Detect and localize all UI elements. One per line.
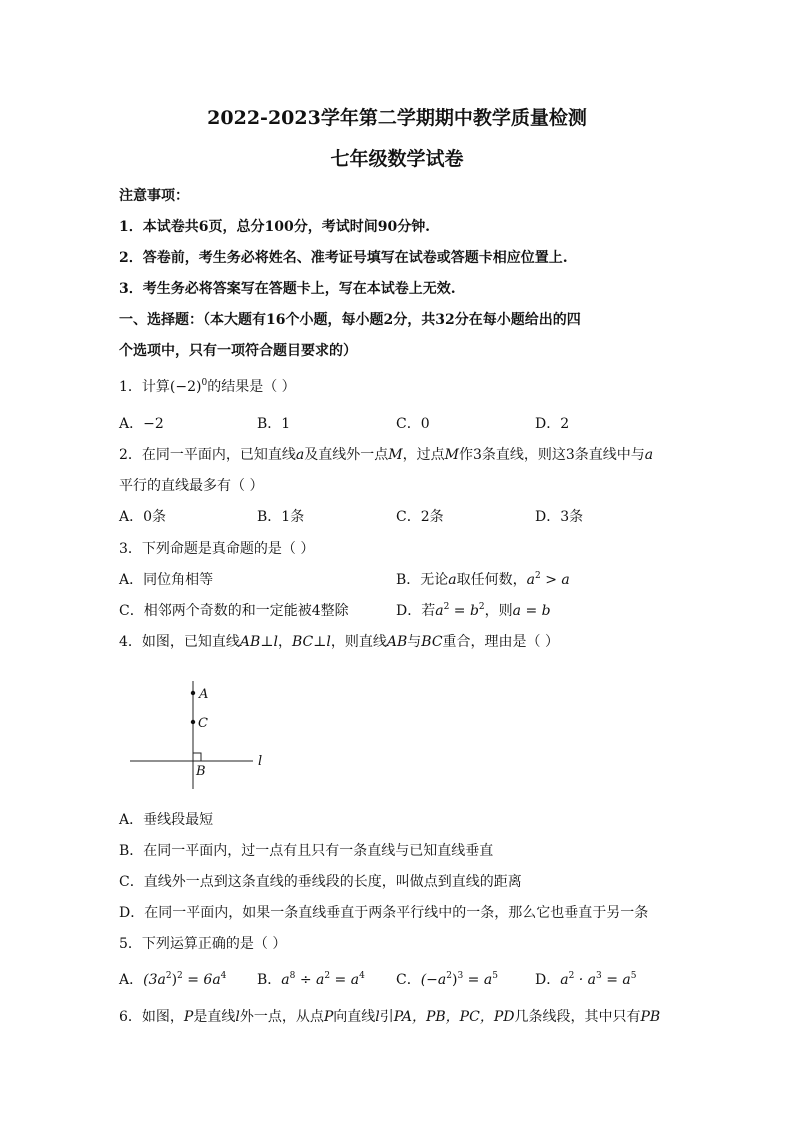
label-c: C (198, 716, 208, 731)
question-4-stem (119, 632, 559, 652)
q5a-label: A． (119, 972, 144, 988)
q6-l2: l (375, 1009, 380, 1025)
q3d-eq: = b (449, 603, 479, 619)
q5a-e1: 2 (165, 971, 172, 981)
q3d-res: a = b (512, 603, 551, 619)
q2-option-c: C．2条 (396, 509, 444, 525)
q4-figure (125, 676, 275, 796)
q5b-e3: 4 (359, 971, 365, 981)
q2-option-d: D．3条 (535, 509, 584, 525)
q4-text-b: ， (277, 634, 292, 650)
q5-option-d (535, 970, 636, 990)
question-2-stem-line2: 平行的直线最多有（ ） (119, 478, 264, 494)
q2-option-a: A．0条 (119, 509, 167, 525)
q5b-e2: 2 (324, 971, 331, 981)
note-item-2: 2．答卷前，考生务必将姓名、准考证号填写在试卷或答题卡相应位置上. (119, 250, 568, 266)
q2-text-b: 及直线外一点 (304, 447, 389, 463)
q1-option-d: D．2 (535, 416, 570, 432)
section-heading-line2: 个选项中，只有一项符合题目要求的） (119, 343, 357, 359)
question-1-stem (119, 377, 296, 397)
q5d-mid: · a (574, 972, 597, 988)
q5d-e2: 3 (596, 971, 602, 981)
q4-option-d: D．在同一平面内，如果一条直线垂直于两条平行线中的一条，那么它也垂直于另一条 (119, 905, 649, 921)
q3b-mid: 取任何数， (456, 572, 527, 588)
q3d-mid: ，则 (484, 603, 513, 619)
q6-l: l (235, 1009, 240, 1025)
q5d-rhs: = a (601, 972, 631, 988)
q5d-expr: a (560, 972, 569, 988)
q3b-rest: > a (540, 572, 570, 588)
label-a: A (199, 687, 209, 702)
q2-var-a2: a (644, 447, 654, 463)
q4-option-c: C．直线外一点到这条直线的垂线段的长度，叫做点到直线的距离 (119, 874, 522, 890)
question-6-stem (119, 1007, 660, 1027)
q4-rel1: AB⊥l (239, 634, 278, 650)
q3b-pre: B．无论 (396, 572, 449, 588)
q3b-expr: a (526, 572, 536, 588)
q5-option-a (119, 970, 226, 990)
q3d-exp2: 2 (478, 602, 485, 612)
q6-pb: PB (640, 1009, 661, 1025)
point-a-dot (191, 691, 195, 695)
q5b-e1: 8 (289, 971, 296, 981)
q3-option-c: C．相邻两个奇数的和一定能被4整除 (119, 603, 349, 619)
q5-option-c (396, 970, 498, 990)
label-l: l (258, 754, 263, 769)
q4-rel2: BC⊥l (291, 634, 331, 650)
q3b-var: a (448, 572, 457, 588)
q4-text-c: ，则直线 (330, 634, 387, 650)
q6-text-e: 引 (379, 1009, 394, 1025)
question-5-stem: 5．下列运算正确的是（ ） (119, 936, 287, 952)
q5b-mid: ÷ a (295, 972, 325, 988)
q3d-pre: D．若 (396, 603, 436, 619)
exam-title: 2022-2023学年第二学期期中教学质量检测 (207, 107, 587, 129)
q1-prefix: 1．计算 (119, 379, 170, 395)
q5b-expr: a (281, 972, 290, 988)
q6-p2: P (323, 1009, 334, 1025)
notes-heading: 注意事项： (119, 188, 189, 204)
q1-suffix: 的结果是（ ） (207, 379, 296, 395)
q4-ab: AB (386, 634, 408, 650)
q6-text-c: 外一点，从点 (239, 1009, 324, 1025)
q3-option-b (396, 570, 570, 590)
q5c-e3: 5 (492, 971, 498, 981)
q5-option-b (257, 970, 365, 990)
q6-text-b: 是直线 (193, 1009, 236, 1025)
q6-p: P (183, 1009, 194, 1025)
right-angle-mark (193, 753, 201, 761)
note-item-1: 1．本试卷共6页，总分100分，考试时间90分钟. (119, 219, 431, 235)
q2-text-d: 作3条直线，则这3条直线中与 (458, 447, 645, 463)
q1-option-b: B．1 (257, 416, 291, 432)
q5a-rhs: = 6a (182, 972, 221, 988)
q4-option-b: B．在同一平面内，过一点有且只有一条直线与已知直线垂直 (119, 843, 494, 859)
q6-text-d: 向直线 (333, 1009, 376, 1025)
q4-text-a: 4．如图，已知直线 (119, 634, 240, 650)
q5c-label: C． (396, 972, 421, 988)
q1-exponent: 0 (201, 378, 208, 388)
q1-base: (−2) (169, 379, 202, 395)
q5c-e2: 3 (457, 971, 464, 981)
q2-var-m: M (388, 447, 403, 463)
point-c-dot (191, 720, 195, 724)
q1-option-c: C．0 (396, 416, 430, 432)
q5a-e3: 4 (220, 971, 227, 981)
q5a-expr: (3a (143, 972, 166, 988)
q3-option-d (396, 601, 551, 621)
q2-text-c: ，过点 (402, 447, 445, 463)
q3d-a: a (435, 603, 444, 619)
question-2-stem-line1 (119, 445, 653, 465)
q5a-e2: 2 (177, 971, 183, 981)
q5c-e1: 2 (446, 971, 452, 981)
q1-option-a: A．−2 (119, 416, 164, 432)
q5c-rhs: = a (463, 972, 493, 988)
q4-text-d: 与 (407, 634, 422, 650)
q2-var-a: a (295, 447, 305, 463)
q4-option-a: A．垂线段最短 (119, 812, 214, 828)
q5b-label: B． (257, 972, 282, 988)
q5a-mid: ) (171, 972, 178, 988)
q5c-expr: (−a (420, 972, 447, 988)
q5c-mid: ) (452, 972, 458, 988)
q4-text-e: 重合，理由是（ ） (442, 634, 559, 650)
q5b-rhs: = a (330, 972, 360, 988)
section-heading-line1: 一、选择题：（本大题有16个小题，每小题2分，共32分在每小题给出的四 (119, 312, 581, 328)
q5d-e3: 5 (630, 971, 637, 981)
q3-option-a: A．同位角相等 (119, 572, 214, 588)
label-b: B (196, 764, 206, 779)
q5d-e1: 2 (568, 971, 575, 981)
q6-text-f: 几条线段，其中只有 (514, 1009, 641, 1025)
q6-segs: PA，PB，PC，PD (393, 1009, 515, 1025)
q4-bc: BC (421, 634, 443, 650)
q3d-exp1: 2 (443, 602, 450, 612)
question-3-stem: 3．下列命题是真命题的是（ ） (119, 541, 315, 557)
q2-text-a: 2．在同一平面内，已知直线 (119, 447, 296, 463)
q3b-exp: 2 (535, 571, 541, 581)
q5d-label: D． (535, 972, 561, 988)
note-item-3: 3．考生务必将答案写在答题卡上，写在本试卷上无效. (119, 281, 456, 297)
q2-option-b: B．1条 (257, 509, 305, 525)
q6-text-a: 6．如图， (119, 1009, 184, 1025)
exam-subtitle: 七年级数学试卷 (330, 148, 464, 170)
q2-var-m2: M (444, 447, 459, 463)
